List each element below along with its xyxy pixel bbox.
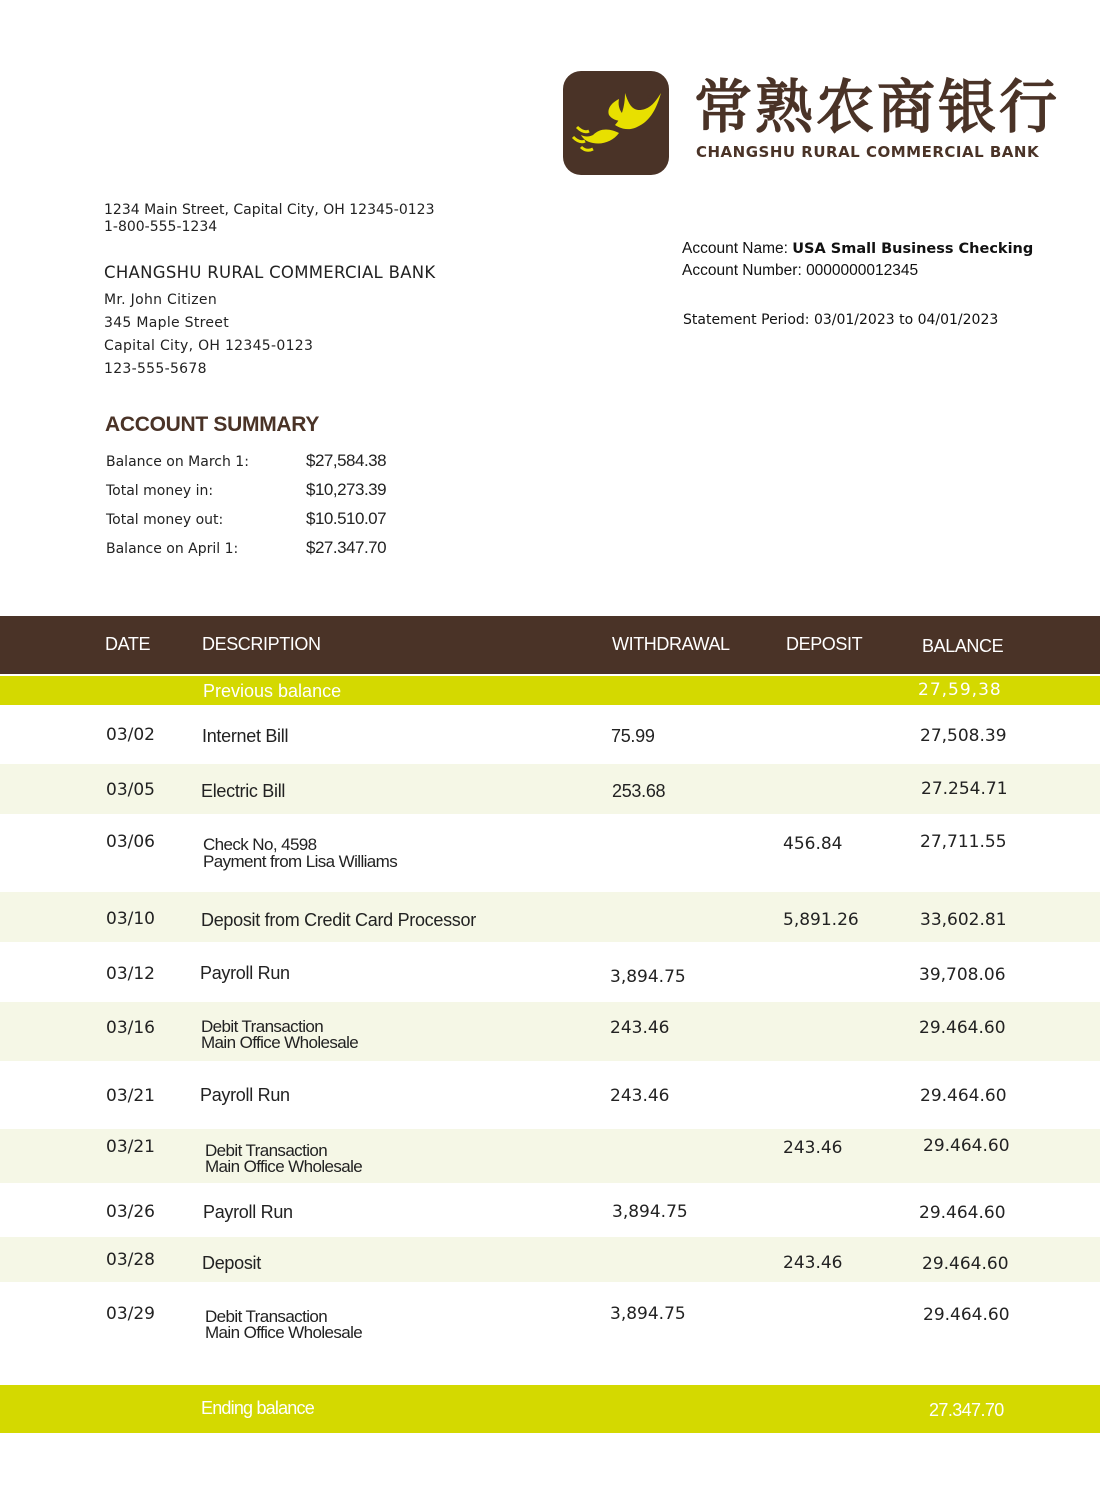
row-withdrawal: 243.46: [610, 1018, 670, 1038]
row-date: 03/21: [106, 1086, 155, 1106]
row-withdrawal: 3,894.75: [610, 967, 686, 987]
row-balance: 29.464.60: [922, 1254, 1009, 1274]
row-description: Debit Transaction: [201, 1017, 324, 1036]
header-balance: BALANCE: [922, 636, 1004, 656]
row-date: 03/21: [106, 1137, 155, 1157]
bank-street: 1234 Main Street, Capital City, OH 12345-0123: [104, 202, 435, 218]
previous-balance-row: [0, 676, 1100, 705]
row-date: 03/02: [106, 725, 155, 745]
customer-phone: 123-555-5678: [104, 361, 207, 377]
row-withdrawal: 75.99: [611, 726, 655, 746]
account-name-line: [682, 238, 1033, 260]
row-balance: 27,508.39: [920, 726, 1007, 746]
row-balance: 27.254.71: [921, 779, 1008, 799]
bank-address: [104, 202, 434, 236]
customer-name: Mr. John Citizen: [104, 292, 218, 308]
row-description: Debit Transaction: [205, 1307, 328, 1326]
row-balance: 29.464.60: [923, 1136, 1010, 1156]
row-date: 03/28: [106, 1250, 155, 1270]
customer-city: Capital City, OH 12345-0123: [104, 338, 314, 354]
summary-label: Total money out:: [106, 512, 224, 528]
row-deposit: 243.46: [783, 1253, 843, 1273]
row-date: 03/26: [106, 1202, 155, 1222]
row-balance: 39,708.06: [919, 965, 1006, 985]
transactions-header: [0, 616, 1100, 674]
row-deposit: 456.84: [783, 834, 843, 854]
account-info: [682, 238, 1033, 281]
bank-name-heading: CHANGSHU RURAL COMMERCIAL BANK: [104, 263, 436, 282]
table-row: [0, 1002, 1100, 1061]
header-deposit: DEPOSIT: [786, 634, 863, 654]
row-balance: 29.464.60: [919, 1018, 1006, 1038]
table-row: [0, 1129, 1100, 1183]
previous-balance-label: Previous balance: [203, 681, 342, 701]
customer-street: 345 Maple Street: [104, 315, 230, 331]
table-row: [0, 892, 1100, 942]
row-description: Payroll Run: [200, 963, 290, 983]
table-row: [0, 1061, 1100, 1129]
summary-label: Balance on April 1:: [106, 541, 239, 557]
bank-logo-icon: [563, 71, 669, 175]
ending-balance-row: [0, 1385, 1100, 1433]
row-description: Debit Transaction: [205, 1141, 328, 1160]
previous-balance-value: 27,59,38: [918, 680, 1002, 700]
summary-label: Balance on March 1:: [106, 454, 249, 470]
row-date: 03/16: [106, 1018, 155, 1038]
table-row: [0, 764, 1100, 814]
table-row: [0, 1183, 1100, 1237]
row-deposit: 243.46: [783, 1138, 843, 1158]
row-description: Electric Bill: [201, 781, 286, 801]
row-description-detail: Main Office Wholesale: [201, 1033, 359, 1052]
row-date: 03/06: [106, 832, 155, 852]
row-balance: 33,602.81: [920, 910, 1007, 930]
account-number-line: [682, 260, 1033, 281]
row-withdrawal: 243.46: [610, 1086, 670, 1106]
table-row: [0, 1282, 1100, 1385]
row-balance: 27,711.55: [920, 832, 1007, 852]
row-withdrawal: 3,894.75: [610, 1304, 686, 1324]
ending-balance-label: Ending balance: [201, 1398, 314, 1418]
account-number-value: 0000000012345: [806, 262, 919, 279]
bank-phone: 1-800-555-1234: [104, 219, 218, 235]
row-date: 03/05: [106, 780, 155, 800]
summary-value: $27.347.70: [306, 538, 387, 557]
row-balance: 29.464.60: [919, 1203, 1006, 1223]
statement-period: Statement Period: 03/01/2023 to 04/01/2023: [683, 312, 999, 328]
table-row: [0, 1237, 1100, 1282]
row-description-detail: Payment from Lisa Williams: [203, 852, 398, 871]
row-withdrawal: 253.68: [612, 781, 666, 801]
table-row: [0, 942, 1100, 1002]
summary-value: $27,584.38: [306, 451, 387, 470]
customer-address: [104, 289, 313, 381]
row-description-detail: Main Office Wholesale: [205, 1323, 363, 1342]
table-row: [0, 814, 1100, 892]
summary-value: $10.510.07: [306, 509, 387, 528]
bank-name-english: CHANGSHU RURAL COMMERCIAL BANK: [696, 143, 1040, 161]
row-description: Check No, 4598: [203, 835, 317, 854]
summary-value: $10,273.39: [306, 480, 387, 499]
row-balance: 29.464.60: [920, 1086, 1007, 1106]
row-description: Deposit: [202, 1253, 261, 1273]
row-deposit: 5,891.26: [783, 910, 859, 930]
ending-balance-value: 27.347.70: [929, 1400, 1004, 1420]
account-number-label: Account Number:: [682, 262, 807, 279]
row-withdrawal: 3,894.75: [612, 1202, 688, 1222]
row-date: 03/10: [106, 909, 155, 929]
table-row: [0, 705, 1100, 764]
account-summary-title: ACCOUNT SUMMARY: [105, 413, 320, 436]
header-description: DESCRIPTION: [202, 634, 321, 654]
row-date: 03/12: [106, 964, 155, 984]
row-description: Deposit from Credit Card Processor: [201, 910, 476, 930]
row-description: Payroll Run: [200, 1085, 290, 1105]
header-date: DATE: [105, 634, 151, 654]
bank-name-chinese: 常熟农商银行: [694, 73, 1061, 141]
account-name-value: USA Small Business Checking: [792, 241, 1034, 257]
row-description: Payroll Run: [203, 1202, 293, 1222]
row-description: Internet Bill: [202, 726, 289, 746]
row-date: 03/29: [106, 1304, 155, 1324]
summary-label: Total money in:: [106, 483, 214, 499]
row-description-detail: Main Office Wholesale: [205, 1157, 363, 1176]
header-withdrawal: WITHDRAWAL: [612, 634, 730, 654]
account-name-label: Account Name:: [682, 240, 793, 257]
row-balance: 29.464.60: [923, 1305, 1010, 1325]
